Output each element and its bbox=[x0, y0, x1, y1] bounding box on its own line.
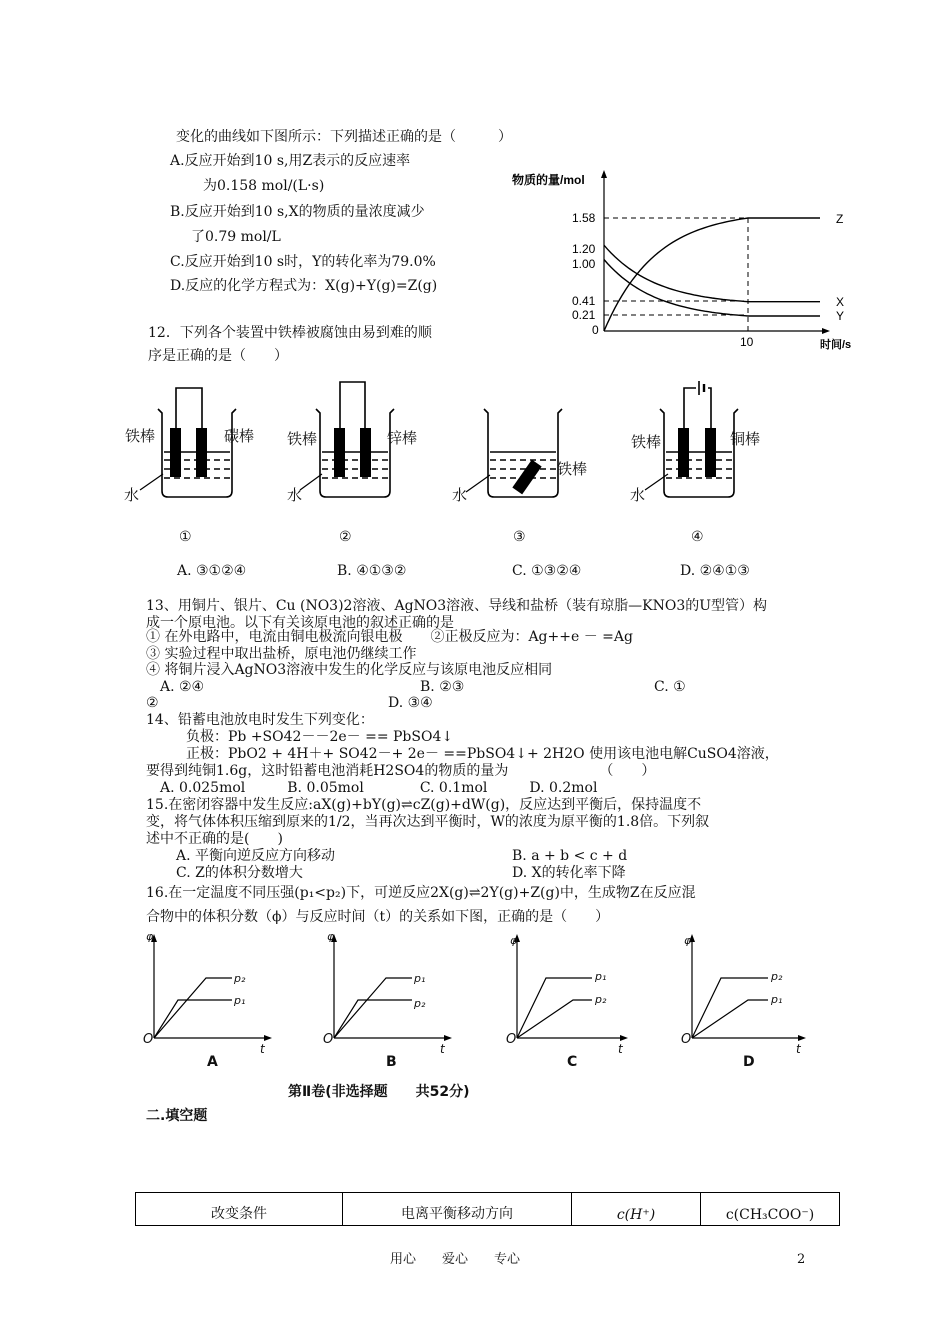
tick-0-41: 0.41 bbox=[572, 294, 596, 308]
label-iron-1: 铁棒 bbox=[125, 427, 156, 445]
q12-option-b: B. ④①③② bbox=[337, 563, 407, 579]
q14-question: 要得到纯铜1.6g，这时铅蓄电池消耗H2SO4的物质的量为 （ ） bbox=[146, 763, 656, 779]
graph-c-phi: φ bbox=[510, 934, 518, 947]
tick-1-20: 1.20 bbox=[572, 242, 596, 256]
graph-a-upper-label: p₂ bbox=[234, 972, 246, 985]
label-water-4: 水 bbox=[630, 486, 646, 504]
label-iron-3: 铁棒 bbox=[557, 460, 588, 478]
section-2-subtitle: 二.填空题 bbox=[146, 1108, 208, 1124]
page-number: 2 bbox=[797, 1252, 806, 1267]
graph-b-origin: O bbox=[323, 1032, 334, 1047]
label-water-1: 水 bbox=[124, 486, 140, 504]
q12-option-a: A. ③①②④ bbox=[177, 563, 247, 579]
label-copper: 铜棒 bbox=[730, 430, 761, 448]
graph-b-phi: φ bbox=[327, 930, 335, 943]
graph-b-upper-label: p₁ bbox=[414, 972, 426, 985]
q13-option-c-cont: ② bbox=[146, 695, 159, 711]
q11-option-a-line2: 为0.158 mol/(L·s) bbox=[203, 178, 325, 194]
q13-option-d: D. ③④ bbox=[388, 695, 433, 711]
q15-option-c: C. Z的体积分数增大 bbox=[176, 865, 303, 881]
q14-positive: 正极：PbO2 + 4H＋+ SO42－+ 2e－ ==PbSO4↓+ 2H2O 使用该电池电解CuSO4溶液， bbox=[186, 746, 779, 762]
chart-xlabel: 时间/s bbox=[820, 339, 852, 351]
graph-c-lower-label: p₂ bbox=[595, 993, 607, 1006]
graph-d bbox=[692, 940, 800, 1038]
figure-num-3: ③ bbox=[513, 529, 526, 545]
q11-stem: 变化的曲线如下图所示：下列描述正确的是（ ） bbox=[176, 129, 512, 145]
section-2-title: 第Ⅱ卷(非选择题 共52分) bbox=[288, 1084, 470, 1100]
q11-option-b-line1: B.反应开始到10 s,X的物质的量浓度减少 bbox=[170, 204, 425, 220]
graph-d-upper-label: p₂ bbox=[771, 970, 783, 983]
q13-option-b: B. ②③ bbox=[420, 679, 465, 695]
q12-stem-line2: 序是正确的是（ ） bbox=[148, 348, 288, 364]
label-zinc: 锌棒 bbox=[387, 429, 418, 447]
chart-ylabel: 物质的量/mol bbox=[512, 173, 585, 187]
q15-stem-line2: 变，将气体体积压缩到原来的1/2，当再次达到平衡时，W的浓度为原平衡的1.8倍。下列叙 bbox=[146, 814, 710, 830]
tick-0: 0 bbox=[592, 323, 599, 337]
q13-stem-line1: 13、用铜片、银片、Cu (NO3)2溶液、AgNO3溶液、导线和盐桥（装有琼脂—KNO3的U型管）构 bbox=[146, 598, 768, 614]
q14-options: A. 0.025mol B. 0.05mol C. 0.1mol D. 0.2mol bbox=[160, 780, 598, 796]
graph-a bbox=[154, 940, 266, 1038]
q11-option-a-line1: A.反应开始到10 s,用Z表示的反应速率 bbox=[170, 153, 411, 169]
graph-c-upper-label: p₁ bbox=[595, 970, 607, 983]
header-acetate-concentration: c(CH₃COO⁻) bbox=[701, 1193, 840, 1226]
tick-1-58: 1.58 bbox=[572, 211, 596, 225]
graph-a-origin: O bbox=[143, 1032, 154, 1047]
graph-c-letter: C bbox=[567, 1054, 578, 1070]
q15-option-a: A. 平衡向逆反应方向移动 bbox=[176, 848, 336, 864]
graph-c bbox=[517, 940, 622, 1038]
q16-stem-line1: 16.在一定温度不同压强(p₁<p₂)下，可逆反应2X(g)⇌2Y(g)+Z(g)中，生成物Z在反应混 bbox=[146, 885, 696, 901]
label-carbon: 碳棒 bbox=[224, 427, 255, 445]
q11-option-c: C.反应开始到10 s时，Y的转化率为79.0% bbox=[170, 254, 436, 270]
q11-option-d: D.反应的化学方程式为：X(g)+Y(g)=Z(g) bbox=[170, 278, 438, 294]
series-label-y: Y bbox=[836, 309, 845, 323]
graph-d-t: t bbox=[796, 1042, 801, 1056]
q13-stem-line2: 成一个原电池。以下有关该原电池的叙述正确的是 bbox=[146, 615, 454, 631]
series-label-x: X bbox=[836, 295, 845, 309]
graph-c-origin: O bbox=[506, 1032, 517, 1047]
graph-a-lower-label: p₁ bbox=[234, 994, 246, 1007]
q15-option-d: D. X的转化率下降 bbox=[512, 865, 626, 881]
series-label-z: Z bbox=[836, 212, 844, 226]
condition-table bbox=[135, 1192, 840, 1226]
graph-b-letter: B bbox=[386, 1054, 397, 1070]
graph-d-letter: D bbox=[743, 1054, 755, 1070]
figure-num-1: ① bbox=[179, 529, 192, 545]
q15-option-b: B. a + b < c + d bbox=[512, 848, 628, 864]
header-shift-direction: 电离平衡移动方向 bbox=[343, 1193, 572, 1226]
graph-c-t: t bbox=[618, 1042, 623, 1056]
graph-d-phi: φ bbox=[684, 934, 692, 947]
q13-statement-1-2: ① 在外电路中，电流由铜电极流向银电极 ②正极反应为：Ag++e － =Ag bbox=[146, 629, 633, 645]
q12-option-d: D. ②④①③ bbox=[680, 563, 750, 579]
q15-stem-line3: 述中不正确的是( ) bbox=[146, 831, 283, 847]
q12-option-c: C. ①③②④ bbox=[512, 563, 582, 579]
graph-d-lower-label: p₁ bbox=[771, 993, 783, 1006]
tick-0-21: 0.21 bbox=[572, 308, 596, 322]
q11-option-b-line2: 了0.79 mol/L bbox=[191, 229, 281, 245]
graph-a-letter: A bbox=[207, 1054, 218, 1070]
label-iron-2: 铁棒 bbox=[287, 430, 318, 448]
graph-b-t: t bbox=[440, 1042, 445, 1056]
figure-num-4: ④ bbox=[691, 529, 704, 545]
q13-statement-4: ④ 将铜片浸入AgNO3溶液中发生的化学反应与该原电池反应相同 bbox=[146, 662, 553, 678]
tick-1-00: 1.00 bbox=[572, 257, 596, 271]
tick-10: 10 bbox=[740, 335, 754, 349]
q15-stem-line1: 15.在密闭容器中发生反应:aX(g)+bY(g)⇌cZ(g)+dW(g)，反应达到平衡后，保持温度不 bbox=[146, 797, 702, 813]
header-change-condition: 改变条件 bbox=[136, 1193, 343, 1226]
label-water-3: 水 bbox=[452, 486, 468, 504]
graph-a-phi: φ bbox=[146, 930, 154, 943]
q13-statement-3: ③ 实验过程中取出盐桥，原电池仍继续工作 bbox=[146, 646, 417, 662]
table-header-row bbox=[136, 1193, 840, 1226]
q13-option-c: C. ① bbox=[654, 679, 686, 695]
graph-a-t: t bbox=[260, 1042, 265, 1056]
header-h-concentration: c(H⁺) bbox=[572, 1193, 701, 1226]
figure-num-2: ② bbox=[339, 529, 352, 545]
footer-motto: 用心 爱心 专心 bbox=[390, 1252, 521, 1267]
graph-d-origin: O bbox=[681, 1032, 692, 1047]
q14-negative: 负极：Pb +SO42－－2e－ == PbSO4↓ bbox=[186, 729, 454, 745]
q13-option-a: A. ②④ bbox=[160, 679, 205, 695]
q14-stem: 14、铅蓄电池放电时发生下列变化： bbox=[146, 712, 374, 728]
q16-stem-line2: 合物中的体积分数（ϕ）与反应时间（t）的关系如下图，正确的是（ ） bbox=[146, 909, 610, 925]
label-iron-4: 铁棒 bbox=[631, 433, 662, 451]
label-water-2: 水 bbox=[287, 486, 303, 504]
graph-b bbox=[334, 940, 446, 1038]
graph-b-lower-label: p₂ bbox=[414, 997, 426, 1010]
q12-stem-line1: 12．下列各个装置中铁棒被腐蚀由易到难的顺 bbox=[148, 325, 432, 341]
